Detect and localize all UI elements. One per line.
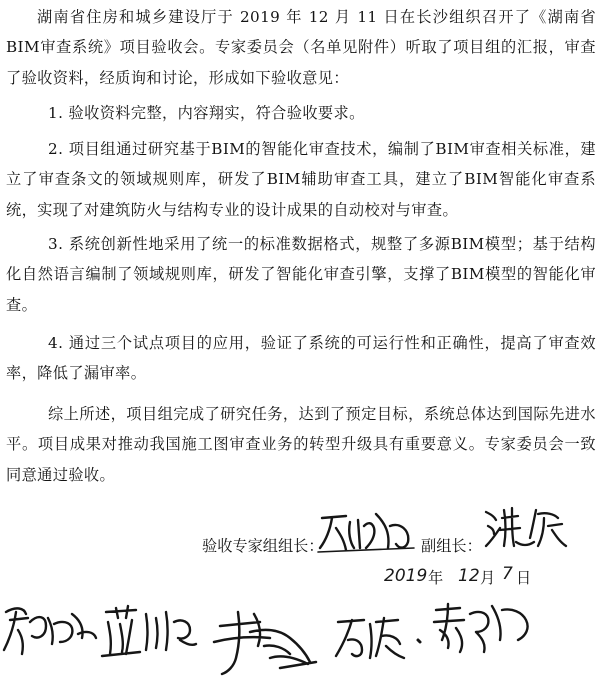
opinion-item-4: 4. 通过三个试点项目的应用，验证了系统的可运行性和正确性，提高了审查效率，降低了漏审率。 <box>6 334 596 383</box>
date-day-unit: 日 <box>516 569 532 587</box>
expert-signature-5 <box>426 600 532 662</box>
date-year-unit: 年 <box>428 569 444 587</box>
leader-label: 验收专家组组长： <box>202 537 324 555</box>
expert-signature-4 <box>334 612 406 666</box>
date-day: 7 <box>502 564 513 584</box>
expert-signature-3 <box>210 602 320 680</box>
opinion-item-2: 2. 项目组通过研究基于BIM的智能化审查技术，编制了BIM审查相关标准，建立了审查条文的领域规则库，研发了BIM辅助审查工具，建立了BIM智能化审查系统，实现了对建筑防火与结构专业的设计成果的自动校对与审查。 <box>6 140 596 219</box>
expert-signature-2 <box>100 604 200 660</box>
opinion-item-3: 3. 系统创新性地采用了统一的标准数据格式，规整了多源BIM模型；基于结构化自然语言编制了领域规则库，研发了智能化审查引擎，支撑了BIM模型的智能化审查。 <box>6 235 596 314</box>
deputy-label: 副组长： <box>421 537 482 555</box>
expert-signature-1 <box>2 600 98 662</box>
date-month: 12 <box>458 566 480 586</box>
deputy-signature <box>482 502 572 552</box>
date-year: 2019 <box>384 566 428 586</box>
leader-signature <box>316 508 416 554</box>
opinion-item-1: 1. 验收资料完整，内容翔实，符合验收要求。 <box>48 104 365 122</box>
conclusion-paragraph: 综上所述，项目组完成了研究任务，达到了预定目标，系统总体达到国际先进水平。项目成果对推动我国施工图审查业务的转型升级具有重要意义。专家委员会一致同意通过验收。 <box>6 405 596 484</box>
intro-paragraph: 湖南省住房和城乡建设厅于 2019 年 12 月 11 日在长沙组织召开了《湖南省BIM审查系统》项目验收会。专家委员会（名单见附件）听取了项目组的汇报，审查了验收资料，经质询和讨论，形成如下验收意见： <box>6 8 596 87</box>
date-month-unit: 月 <box>480 569 496 587</box>
